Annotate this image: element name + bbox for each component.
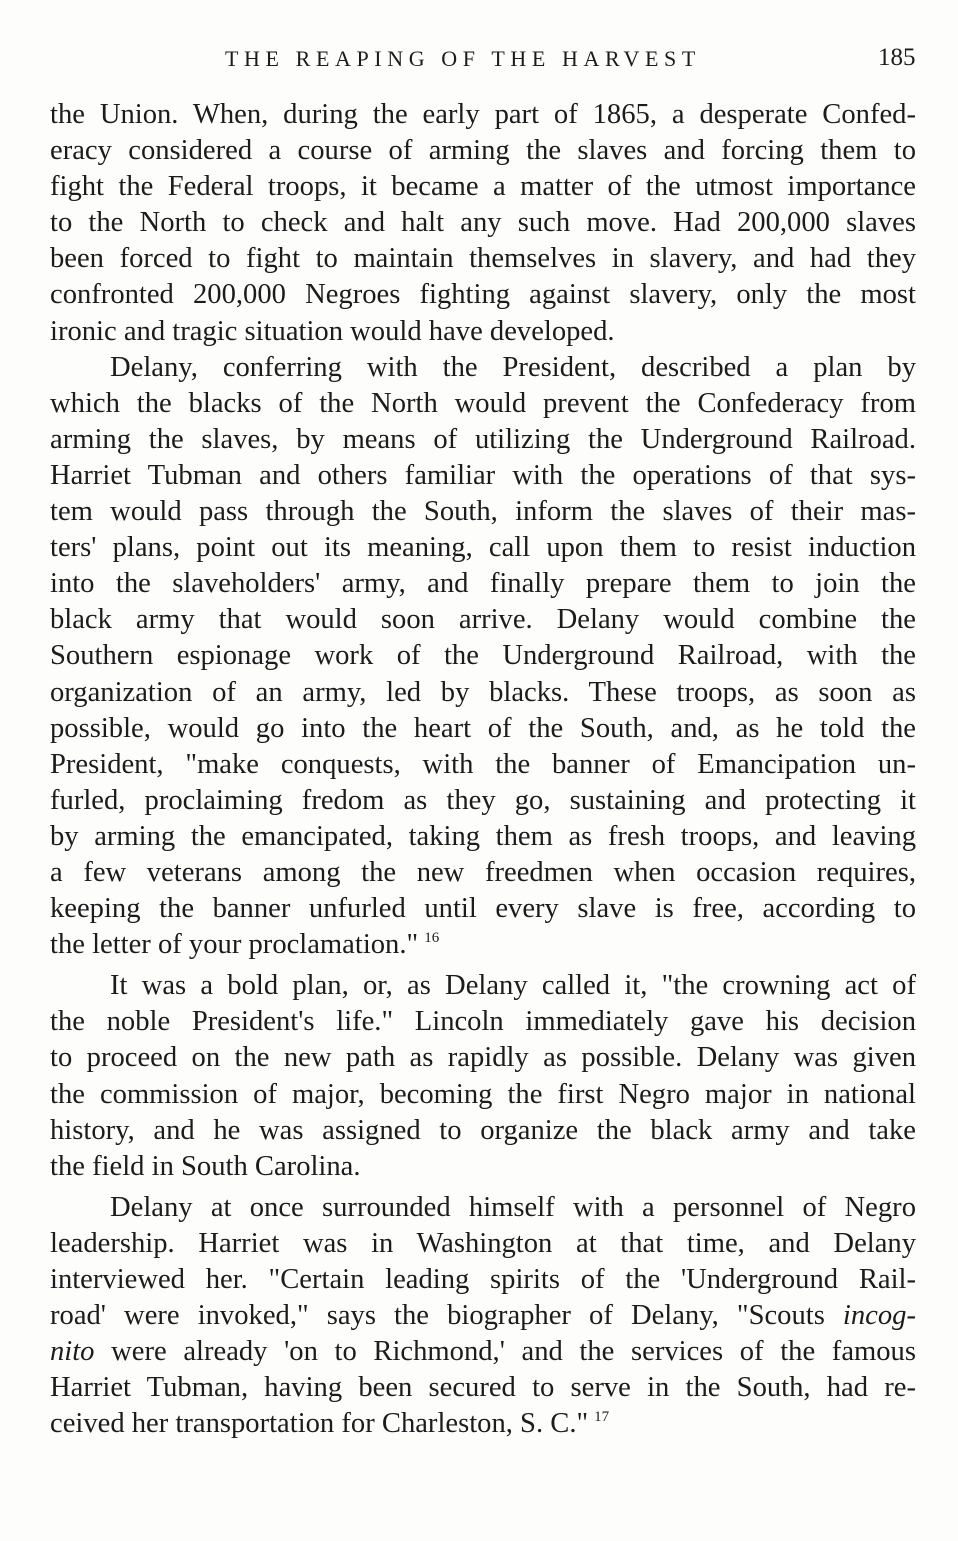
text-line: which the blacks of the North would prevent the Confederacy from: [50, 387, 916, 419]
running-title: THE REAPING OF THE HARVEST: [225, 46, 701, 71]
text-line-content: were already 'on to Richmond,' and the services of the famous: [111, 1336, 916, 1368]
footnote-ref-16: 16: [424, 930, 440, 947]
text-line-content: road' were invoked," says the biographer of Delany, "Scouts: [50, 1300, 825, 1332]
text-line: eracy considered a course of arming the slaves and forcing them to: [50, 135, 916, 167]
text-line: Delany at once surrounded himself with a personnel of Negro: [110, 1191, 916, 1223]
text-line-content: ceived her transportation for Charleston, S. C.": [50, 1408, 589, 1440]
text-line: black army that would soon arrive. Delany would combine the: [50, 604, 916, 636]
running-head: [0, 44, 958, 78]
text-line: [50, 1406, 916, 1442]
page-number: 185: [878, 44, 916, 71]
text-line: [50, 927, 916, 963]
footnote-ref-17: 17: [594, 1409, 610, 1426]
text-line: Harriet Tubman and others familiar with the operations of that sys-: [50, 459, 916, 491]
text-line: President, "make conquests, with the banner of Emancipation un-: [50, 748, 916, 780]
text-line: interviewed her. "Certain leading spirits of the 'Underground Rail-: [50, 1264, 916, 1295]
text-line: furled, proclaiming fredom as they go, sustaining and protecting it: [50, 784, 916, 816]
text-line: ters' plans, point out its meaning, call upon them to resist induction: [50, 532, 916, 564]
text-line: keeping the banner unfurled until every slave is free, according to: [50, 893, 916, 925]
text-line: been forced to fight to maintain themselves in slavery, and had they: [50, 243, 916, 275]
text-line: the Union. When, during the early part of 1865, a desperate Confed-: [50, 99, 916, 130]
text-line: history, and he was assigned to organize the black army and take: [50, 1114, 916, 1146]
text-line: ironic and tragic situation would have developed.: [50, 315, 615, 347]
text-line: tem would pass through the South, inform the slaves of their mas-: [50, 496, 916, 528]
text-line: [50, 1298, 916, 1334]
text-line: arming the slaves, by means of utilizing the Underground Railroad.: [50, 423, 916, 455]
text-line: possible, would go into the heart of the South, and, as he told the: [50, 712, 916, 744]
text-line: to proceed on the new path as rapidly as possible. Delany was given: [50, 1042, 916, 1074]
paragraph-2: [50, 350, 916, 964]
text-line: It was a bold plan, or, as Delany called it, "the crowning act of: [110, 970, 916, 1002]
text-line: leadership. Harriet was in Washington at that time, and Delany: [50, 1227, 916, 1259]
text-line: a few veterans among the new freedmen when occasion requires,: [50, 856, 916, 888]
text-line: Harriet Tubman, having been secured to serve in the South, had re-: [50, 1372, 916, 1404]
text-line: the commission of major, becoming the first Negro major in national: [50, 1078, 916, 1110]
text-line: by arming the emancipated, taking them as fresh troops, and leaving: [50, 820, 916, 852]
text-line: to the North to check and halt any such move. Had 200,000 slaves: [50, 207, 916, 239]
text-line: organization of an army, led by blacks. These troops, as soon as: [50, 676, 916, 708]
text-line: Southern espionage work of the Underground Railroad, with the: [50, 640, 916, 672]
text-line: the noble President's life." Lincoln immediately gave his decision: [50, 1006, 916, 1038]
text-line: the field in South Carolina.: [50, 1150, 361, 1182]
paragraph-1: [50, 97, 916, 350]
text-line: into the slaveholders' army, and finally prepare them to join the: [50, 568, 916, 600]
text-line: Delany, conferring with the President, described a plan by: [110, 351, 916, 383]
text-line: fight the Federal troops, it became a matter of the utmost importance: [50, 171, 916, 203]
italic-word: incog-: [842, 1300, 916, 1332]
paragraph-3: [50, 968, 916, 1185]
body-text: [50, 97, 916, 1442]
italic-word: nito: [50, 1336, 95, 1368]
text-line: [50, 1334, 916, 1370]
paragraph-4: [50, 1190, 916, 1443]
text-line-content: the letter of your proclamation.": [50, 929, 419, 961]
text-line: confronted 200,000 Negroes fighting against slavery, only the most: [50, 279, 916, 311]
